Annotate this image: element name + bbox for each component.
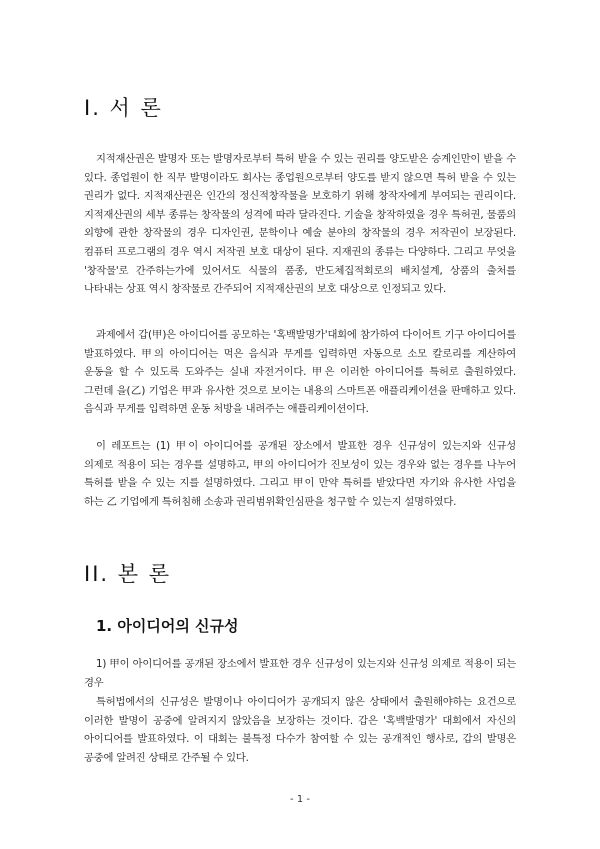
- intro-paragraph-3: 이 레포트는 (1) 甲이 아이디어를 공개된 장소에서 발표한 경우 신규성이 있는지와 신규성 의제로 적용이 되는 경우를 설명하고, 甲의 아이디어가 진보성이 있는 경우와 없는 경우를 나누어 특허를 받을 수 있는 지를 설명하였다. 그리고 甲이 만약 특허를 받았다면 자기와 유사한 사업을 하는 乙 기업에게 특허침해 소송과 권리범위확인심판을 청구할 수 있는지 설명하였다.: [84, 440, 516, 508]
- page-number: - 1 -: [290, 794, 310, 805]
- intro-paragraph-1: 지적재산권은 발명자 또는 발명자로부터 특허 받을 수 있는 권리를 양도받은 승계인만이 받을 수 있다. 종업원이 한 직무 발명이라도 회사는 종업원으로부터 양도를 받지 않으면 특허 받을 수 있는 권리가 없다. 지적재산권은 인간의 정신적창작물을 보호하기 위해 창작자에게 부여되는 권리이다. 지적재산권의 세부 종류는 창작물의 성격에 따라 달라진다. 기술을 창작하였을 경우 특허권, 물품의 외향에 관한 창작물의 경우 디자인권, 문학이나 예술 분야의 창작물의 경우 저작권이 보장된다. 컴퓨터 프로그램의 경우 역시 저작권 보호 대상이 된다. 지재권의 종류는 다양하다. 그리고 무엇을 '창작물'로 간주하는가에 있어서도 식물의 품종, 반도체집적회로의 배치설계, 상품의 출처를 나타내는 상표 역시 창작물로 간주되어 지적재산권의 보호 대상으로 인정되고 있다.: [84, 153, 516, 296]
- intro-paragraph-2: 과제에서 갑(甲)은 아이디어를 공모하는 '혹백발명가'대회에 참가하여 다이어트 기구 아이디어를 발표하였다. 甲의 아이디어는 먹은 음식과 무게를 입력하면 자동으로 소모 칼로리를 계산하여 운동을 할 수 있도록 도와주는 실내 자전거이다. 甲은 이러한 아이디어를 특허로 출원하였다. 그런데 을(乙) 기업은 甲과 유사한 것으로 보이는 내용의 스마트폰 애플리케이션을 판매하고 있다. 음식과 무게를 입력하면 운동 처방을 내려주는 애플리케이션이다.: [84, 329, 516, 416]
- section-heading-main-body: II. 본 론: [84, 562, 171, 586]
- body-paragraph-2: 특허법에서의 신규성은 발명이나 아이디어가 공개되지 않은 상태에서 출원해야하는 요건으로 이러한 발명이 공중에 알려지지 않았음을 보장하는 것이다. 갑은 '혹백발명가' 대회에서 자신의 아이디어를 발표하였다. 이 대회는 불특정 다수가 참여할 수 있는 공개적인 행사로, 갑의 발명은 공중에 알려진 상태로 간주될 수 있다.: [84, 696, 516, 764]
- section-heading-introduction: I. 서 론: [84, 96, 163, 120]
- subsection-heading-novelty: 1. 아이디어의 신규성: [96, 617, 239, 635]
- body-paragraph-1: 1) 甲이 아이디어를 공개된 장소에서 발표한 경우 신규성이 있는지와 신규성 의제로 적용이 되는 경우: [84, 658, 516, 689]
